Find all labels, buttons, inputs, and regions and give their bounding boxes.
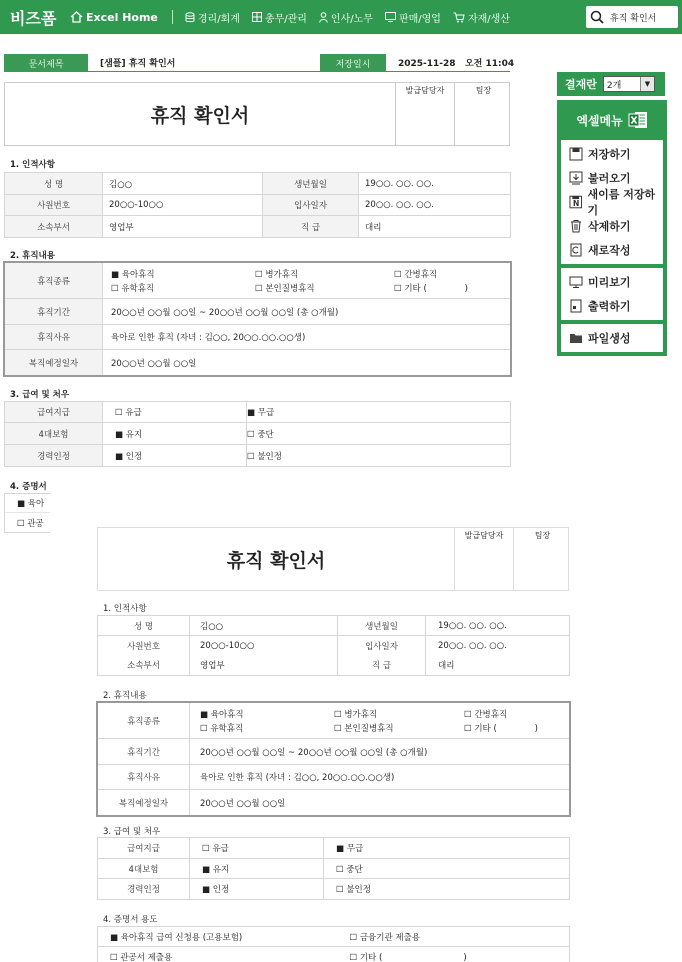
floppy-disk-icon <box>569 147 583 161</box>
save-as-button-label: 새이름 저장하기 <box>587 188 656 217</box>
career-option-no[interactable]: ☐ 불인정 <box>247 445 511 467</box>
preview-approver-manager <box>513 528 571 590</box>
table-row <box>98 859 570 879</box>
return-date-key: 복직예정일자 <box>5 350 103 376</box>
table-row <box>98 790 570 816</box>
preview-approver-label-manager: 팀장 <box>534 531 551 540</box>
table-row <box>5 216 511 238</box>
leave-type-study[interactable]: ☐ 유학휴직 <box>111 283 155 294</box>
section-pay-benefits: 3. 급여 및 처우 <box>10 390 70 400</box>
preview-insurance-key: 4대보험 <box>98 859 190 879</box>
top-navigation-bar <box>0 0 682 34</box>
approval-count-select[interactable] <box>603 76 655 92</box>
preview-personal-info-table <box>97 615 570 676</box>
personal-info-table <box>4 172 511 238</box>
excel-menu <box>557 100 667 356</box>
department-key: 소속부서 <box>5 216 103 238</box>
preview-department-key: 소속부서 <box>98 656 190 676</box>
monitor-icon <box>385 12 396 22</box>
preview-certificate-title: 휴직 확인서 <box>226 550 326 572</box>
name-value[interactable]: 김○○ <box>103 173 263 195</box>
new-button[interactable] <box>561 238 663 262</box>
preview-approver-label-issuer: 발급담당자 <box>464 531 504 540</box>
table-row <box>5 325 511 350</box>
preview-position-value: 대리 <box>426 656 570 676</box>
leave-period-key: 휴직기간 <box>5 299 103 325</box>
insurance-key: 4대보험 <box>5 423 103 445</box>
employee-no-key: 사원번호 <box>5 195 103 216</box>
preview-title-box <box>97 527 569 591</box>
table-row <box>5 423 511 445</box>
position-key: 직 급 <box>263 216 359 238</box>
table-row <box>98 927 570 947</box>
create-file-button[interactable] <box>561 326 663 350</box>
preview-insurance-keep: ■ 유지 <box>190 859 324 879</box>
preview-pay-key: 급여지급 <box>98 838 190 859</box>
table-row <box>5 299 511 325</box>
table-row <box>98 636 570 656</box>
preview-career-key: 경력인정 <box>98 879 190 900</box>
preview-pay-benefits-table <box>97 837 570 900</box>
approval-count-value: 2개 <box>606 80 622 91</box>
saved-at-value: 2025-11-28 오전 11:04 <box>386 54 510 72</box>
main-nav <box>70 10 522 25</box>
preview-name-value: 김○○ <box>190 616 338 636</box>
nav-excel-home[interactable] <box>70 11 158 24</box>
position-value[interactable]: 대리 <box>359 216 511 238</box>
folder-icon <box>569 331 583 345</box>
table-row <box>98 879 570 900</box>
join-date-key: 입사일자 <box>263 195 359 216</box>
preview-button-label: 미리보기 <box>588 276 631 289</box>
return-date-value[interactable]: 20○○년 ○○월 ○○일 <box>103 350 511 376</box>
database-icon <box>185 12 195 23</box>
purpose-clipped-childcare[interactable]: ■ 육아 <box>5 494 50 513</box>
preview-leave-type-childcare: ■ 육아휴직 <box>200 709 244 720</box>
preview-career-no: ☐ 불인정 <box>324 879 570 900</box>
preview-approval-area <box>454 528 570 590</box>
save-button-label: 저장하기 <box>588 148 631 161</box>
pay-option-paid[interactable]: ☐ 유급 <box>103 402 247 423</box>
name-key: 성 명 <box>5 173 103 195</box>
approver-cell-issuer[interactable] <box>396 83 454 145</box>
leave-reason-value[interactable]: 육아로 인한 휴직 (자녀 : 김○○, 20○○.○○.○○생) <box>103 325 511 350</box>
export-menu-group <box>561 324 663 352</box>
nav-accounting-label: 경리/회계 <box>197 13 240 25</box>
certificate-title-box <box>4 82 510 146</box>
preview-button[interactable] <box>561 270 663 294</box>
home-icon <box>70 11 83 23</box>
site-logo[interactable]: 비즈폼 <box>10 8 57 28</box>
preview-leave-period-value: 20○○년 ○○월 ○○일 ~ 20○○년 ○○월 ○○일 (총 ○개월) <box>190 739 570 765</box>
preview-purpose-childcare: ■ 육아휴직 급여 신청용 (고용보험) <box>98 927 338 947</box>
doc-title-label: 문서제목 <box>4 54 88 72</box>
file-menu-group <box>561 140 663 264</box>
preview-leave-type-options <box>190 703 570 739</box>
preview-approver-issuer <box>455 528 513 590</box>
insurance-option-stop[interactable]: ☐ 중단 <box>247 423 511 445</box>
birth-key: 생년월일 <box>263 173 359 195</box>
nav-hr[interactable] <box>319 10 373 25</box>
purpose-clipped-public[interactable]: ☐ 관공 <box>17 518 44 529</box>
search-icon <box>590 10 604 24</box>
preview-leave-reason-key: 휴직사유 <box>98 765 190 790</box>
table-row <box>98 616 570 636</box>
table-row <box>98 656 570 676</box>
search-input-value: 휴직 확인서 <box>610 13 657 24</box>
preview-birth-value: 19○○. ○○. ○○. <box>426 616 570 636</box>
nav-sales[interactable] <box>385 10 441 25</box>
search-input[interactable] <box>586 6 678 28</box>
birth-value[interactable]: 19○○. ○○. ○○. <box>359 173 511 195</box>
approver-label-manager: 팀장 <box>475 86 492 95</box>
preview-leave-details-table <box>97 702 570 816</box>
save-as-button[interactable] <box>561 188 663 217</box>
load-button-label: 불러오기 <box>588 172 631 185</box>
nav-materials[interactable] <box>453 10 510 25</box>
preview-leave-type-illness: ☐ 본인질병휴직 <box>334 723 394 734</box>
create-file-button-label: 파일생성 <box>588 332 631 345</box>
print-button-label: 출력하기 <box>588 300 631 313</box>
print-menu-group <box>561 268 663 320</box>
nav-accounting[interactable] <box>185 10 240 25</box>
nav-divider <box>172 10 173 24</box>
preview-leave-type-nursing: ☐ 간병휴직 <box>464 709 508 720</box>
preview-leave-type-other: ☐ 기타 ( ) <box>464 723 538 734</box>
approver-cell-manager[interactable] <box>454 83 512 145</box>
save-as-icon <box>569 195 583 209</box>
leave-type-childcare[interactable]: ■ 육아휴직 <box>111 269 155 280</box>
preview-employee-no-value: 20○○-10○○ <box>190 636 338 656</box>
preview-leave-period-key: 휴직기간 <box>98 739 190 765</box>
career-option-yes[interactable]: ■ 인정 <box>103 445 247 467</box>
preview-join-date-key: 입사일자 <box>338 636 426 656</box>
certificate-title: 휴직 확인서 <box>150 105 250 127</box>
join-date-value[interactable]: 20○○. ○○. ○○. <box>359 195 511 216</box>
approval-count-label: 결재란 <box>565 78 597 91</box>
print-button[interactable] <box>561 294 663 318</box>
preview-purpose-table <box>97 926 570 962</box>
person-icon <box>319 12 328 23</box>
svg-text:N: N <box>572 198 580 208</box>
preview-purpose-bank: ☐ 금융기관 제출용 <box>338 927 570 947</box>
printer-icon <box>569 299 583 313</box>
cart-icon <box>453 12 465 23</box>
new-button-label: 새로작성 <box>588 244 631 257</box>
table-row <box>5 173 511 195</box>
preview-department-value: 영업부 <box>190 656 338 676</box>
doc-title-value[interactable]: [샘플] 휴직 확인서 <box>88 54 320 72</box>
download-icon <box>569 171 583 185</box>
nav-hr-label: 인사/노무 <box>330 13 373 25</box>
section-personal-info: 1. 인적사항 <box>10 160 55 170</box>
preview-pay-unpaid: ■ 무급 <box>324 838 570 859</box>
new-document-icon <box>569 243 583 257</box>
pay-option-unpaid[interactable]: ■ 무급 <box>247 402 511 423</box>
nav-materials-label: 자재/생산 <box>467 13 510 25</box>
leave-type-nursing[interactable]: ☐ 간병휴직 <box>394 269 438 280</box>
leave-details-table <box>4 262 511 376</box>
preview-return-date-key: 복직예정일자 <box>98 790 190 816</box>
saved-at-label: 저장일시 <box>320 54 386 72</box>
preview-employee-no-key: 사원번호 <box>98 636 190 656</box>
nav-general-affairs-label: 총무/관리 <box>264 13 307 25</box>
leave-type-options <box>103 263 511 299</box>
preview-section-purpose: 4. 증명서 용도 <box>103 915 158 925</box>
department-value[interactable]: 영업부 <box>103 216 263 238</box>
excel-logo-icon <box>628 111 648 129</box>
table-row <box>98 765 570 790</box>
preview-insurance-stop: ☐ 중단 <box>324 859 570 879</box>
preview-monitor-icon <box>569 275 583 289</box>
section-leave-details: 2. 휴직내용 <box>10 251 55 261</box>
excel-menu-title: 엑셀메뉴 <box>576 113 623 128</box>
table-row <box>5 402 511 423</box>
pay-key: 급여지급 <box>5 402 103 423</box>
nav-excel-home-label: Excel Home <box>86 10 158 24</box>
preview-leave-type-study: ☐ 유학휴직 <box>200 723 244 734</box>
approver-label-issuer: 발급담당자 <box>405 86 445 95</box>
table-row <box>98 739 570 765</box>
preview-pay-paid: ☐ 유급 <box>190 838 324 859</box>
save-button[interactable] <box>561 142 663 166</box>
preview-section-leave-details: 2. 휴직내용 <box>103 691 147 701</box>
grid-icon <box>252 12 262 22</box>
excel-menu-header <box>561 104 663 136</box>
preview-name-key: 성 명 <box>98 616 190 636</box>
table-row <box>5 195 511 216</box>
preview-birth-key: 생년월일 <box>338 616 426 636</box>
preview-return-date-value: 20○○년 ○○월 ○○일 <box>190 790 570 816</box>
preview-purpose-other: ☐ 기타 ( ) <box>338 947 570 962</box>
preview-leave-type-key: 휴직종류 <box>98 703 190 739</box>
document-header <box>4 54 515 72</box>
preview-section-personal-info: 1. 인적사항 <box>103 604 147 614</box>
dropdown-arrow-icon: ▼ <box>640 77 654 91</box>
preview-position-key: 직 급 <box>338 656 426 676</box>
leave-type-sick[interactable]: ☐ 병가휴직 <box>255 269 299 280</box>
nav-sales-label: 판매/영업 <box>398 13 441 25</box>
employee-no-value[interactable]: 20○○-10○○ <box>103 195 263 216</box>
approval-count-panel <box>557 72 665 96</box>
insurance-option-keep[interactable]: ■ 유지 <box>103 423 247 445</box>
nav-general-affairs[interactable] <box>252 10 307 25</box>
approval-signature-area <box>395 83 511 145</box>
leave-period-value[interactable]: 20○○년 ○○월 ○○일 ~ 20○○년 ○○월 ○○일 (총 ○개월) <box>103 299 511 325</box>
preview-leave-type-sick: ☐ 병가휴직 <box>334 709 378 720</box>
table-row <box>5 350 511 376</box>
leave-type-other[interactable]: ☐ 기타 ( ) <box>394 283 468 294</box>
table-row <box>5 445 511 467</box>
table-row <box>98 838 570 859</box>
leave-reason-key: 휴직사유 <box>5 325 103 350</box>
leave-type-illness[interactable]: ☐ 본인질병휴직 <box>255 283 315 294</box>
preview-section-pay-benefits: 3. 급여 및 처우 <box>103 827 161 837</box>
table-row <box>98 947 570 962</box>
preview-purpose-public: ☐ 관공서 제출용 <box>98 947 338 962</box>
career-key: 경력인정 <box>5 445 103 467</box>
preview-join-date-value: 20○○. ○○. ○○. <box>426 636 570 656</box>
table-row <box>5 263 511 299</box>
preview-leave-reason-value: 육아로 인한 휴직 (자녀 : 김○○, 20○○.○○.○○생) <box>190 765 570 790</box>
pay-benefits-table <box>4 401 511 467</box>
section-purpose-partial: 4. 증명서 <box>10 482 47 492</box>
table-row <box>98 703 570 739</box>
purpose-table-clipped <box>4 493 50 533</box>
trash-icon <box>569 219 583 233</box>
preview-career-yes: ■ 인정 <box>190 879 324 900</box>
delete-button-label: 삭제하기 <box>588 220 631 233</box>
leave-type-key: 휴직종류 <box>5 263 103 299</box>
